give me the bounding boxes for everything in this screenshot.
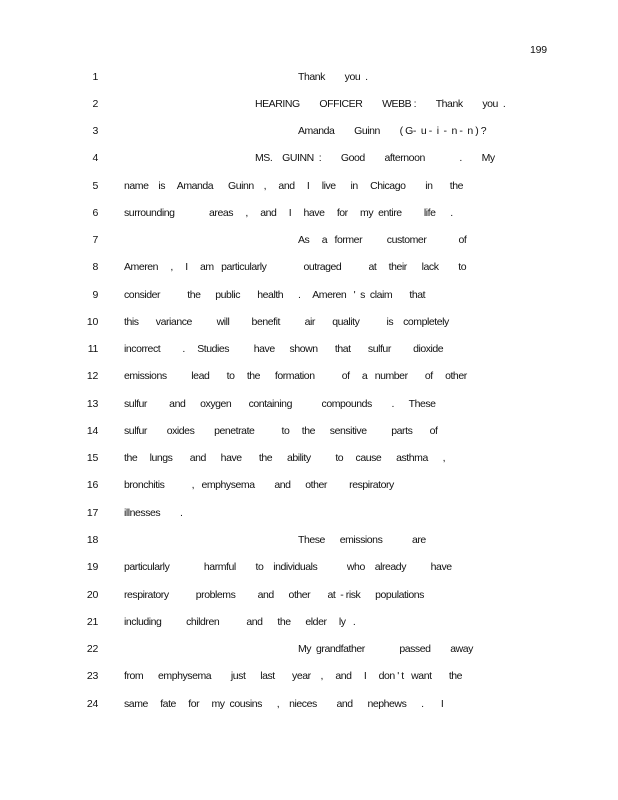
line-text: These emissions are	[298, 534, 426, 546]
transcript-line	[0, 698, 618, 716]
line-text: sulfur and oxygen containing compounds . These	[124, 398, 436, 410]
transcript-line	[0, 125, 618, 143]
line-number: 23	[86, 670, 98, 682]
line-text: emissions lead to the formation of a number of other	[124, 370, 467, 382]
line-number: 17	[86, 507, 98, 519]
line-number: 11	[87, 343, 98, 355]
line-text: from emphysema just last year , and I don ' t want the	[124, 670, 463, 682]
line-number: 16	[86, 479, 98, 491]
line-text: illnesses .	[124, 507, 183, 519]
line-text: bronchitis , emphysema and other respiratory	[124, 479, 394, 491]
line-text: incorrect . Studies have shown that sulfur dioxide	[124, 343, 444, 355]
line-number: 1	[92, 71, 98, 83]
transcript-line	[0, 507, 618, 525]
line-number: 8	[92, 261, 98, 273]
transcript-line	[0, 234, 618, 252]
line-text: As a former customer of	[298, 234, 467, 246]
line-text: sulfur oxides penetrate to the sensitive parts of	[124, 425, 438, 437]
transcript-line	[0, 343, 618, 361]
transcript-line	[0, 152, 618, 170]
line-text: consider the public health . Ameren ' s claim that	[124, 289, 426, 301]
line-number: 7	[92, 234, 98, 246]
transcript-line	[0, 289, 618, 307]
transcript-line	[0, 616, 618, 634]
line-number: 21	[86, 616, 98, 628]
line-number: 9	[92, 289, 98, 301]
line-number: 14	[86, 425, 98, 437]
line-text: Ameren , I am particularly outraged at their lack to	[124, 261, 467, 273]
line-number: 6	[92, 207, 98, 219]
line-text: particularly harmful to individuals who already have	[124, 561, 452, 573]
line-number: 10	[86, 316, 98, 328]
transcript-line	[0, 425, 618, 443]
transcript-line	[0, 452, 618, 470]
line-text: Thank you .	[298, 71, 368, 83]
page-number: 199	[530, 44, 547, 56]
line-number: 20	[86, 589, 98, 601]
line-number: 18	[86, 534, 98, 546]
line-number: 13	[86, 398, 98, 410]
line-number: 22	[86, 643, 98, 655]
line-number: 19	[86, 561, 98, 573]
line-text: HEARING OFFICER WEBB : Thank you .	[255, 98, 506, 110]
line-text: same fate for my cousins , nieces and nephews . I	[124, 698, 444, 710]
transcript-line	[0, 479, 618, 497]
line-text: respiratory problems and other at - risk populations	[124, 589, 424, 601]
line-text: the lungs and have the ability to cause asthma ,	[124, 452, 446, 464]
line-number: 24	[86, 698, 98, 710]
transcript-line	[0, 98, 618, 116]
transcript-line	[0, 643, 618, 661]
line-text: this variance will benefit air quality is completely	[124, 316, 449, 328]
transcript-line	[0, 561, 618, 579]
line-text: MS. GUINN : Good afternoon . My	[255, 152, 495, 164]
transcript-line	[0, 670, 618, 688]
line-text: name is Amanda Guinn , and I live in Chicago in the	[124, 180, 464, 192]
line-number: 3	[92, 125, 98, 137]
transcript-line	[0, 534, 618, 552]
transcript-line	[0, 71, 618, 89]
transcript-line	[0, 398, 618, 416]
line-text: including children and the elder ly .	[124, 616, 356, 628]
line-number: 5	[92, 180, 98, 192]
line-text: surrounding areas , and I have for my entire life .	[124, 207, 453, 219]
line-number: 2	[92, 98, 98, 110]
transcript-line	[0, 589, 618, 607]
transcript-line	[0, 370, 618, 388]
line-number: 4	[92, 152, 98, 164]
transcript-line	[0, 316, 618, 334]
line-text: Amanda Guinn ( G- u - i - n - n ) ?	[298, 125, 487, 137]
line-number: 12	[86, 370, 98, 382]
transcript-line	[0, 180, 618, 198]
line-text: My grandfather passed away	[298, 643, 473, 655]
transcript-line	[0, 207, 618, 225]
transcript-line	[0, 261, 618, 279]
line-number: 15	[86, 452, 98, 464]
